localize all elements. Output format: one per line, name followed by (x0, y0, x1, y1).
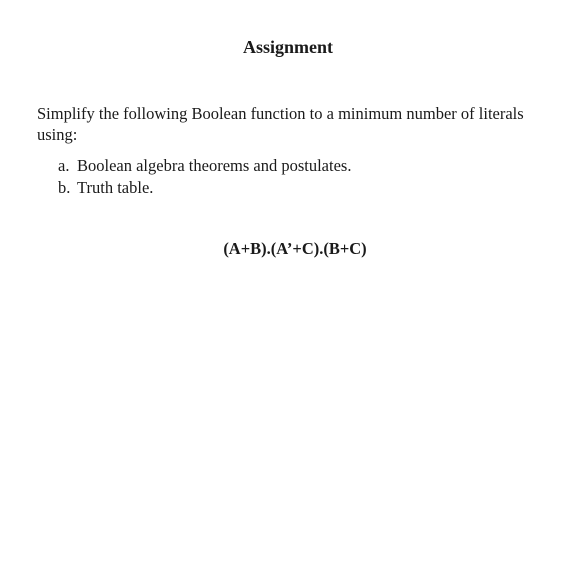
list-item-text: Boolean algebra theorems and postulates. (77, 156, 352, 175)
boolean-expression: (A+B).(A’+C).(B+C) (223, 239, 367, 258)
list-marker: a. (58, 156, 70, 175)
instruction-paragraph: Simplify the following Boolean function to a minimum number of literals using: (37, 104, 524, 144)
list-item (58, 155, 351, 177)
document-title: Assignment (242, 37, 333, 57)
list-item (58, 177, 351, 199)
list-marker: b. (58, 178, 71, 197)
list-item-text: Truth table. (77, 178, 154, 197)
method-list (58, 155, 351, 199)
